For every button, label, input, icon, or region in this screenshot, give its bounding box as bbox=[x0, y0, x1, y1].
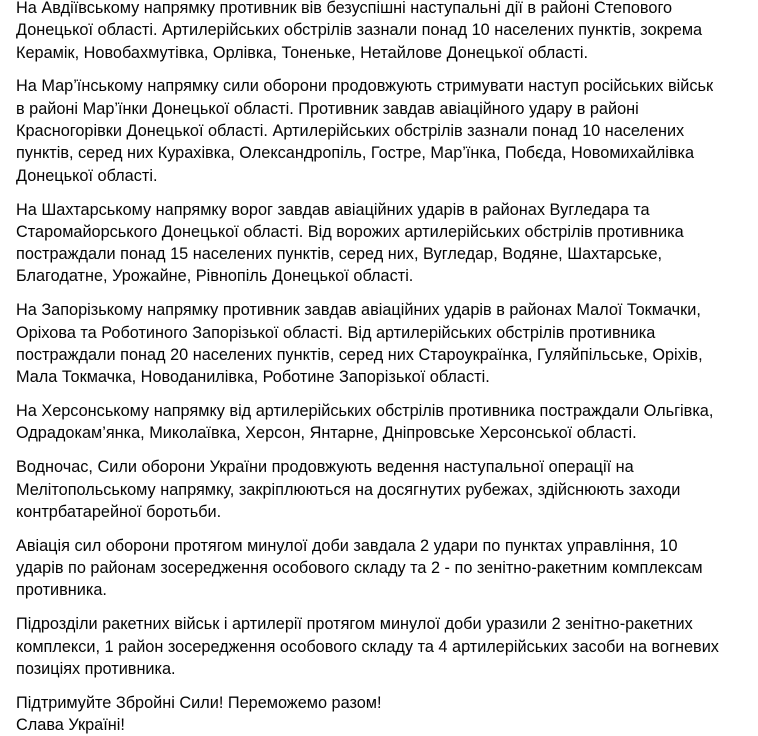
text-line: ударів по районам зосередження особового складу та 2 - по зенітно-ракетним комплексам bbox=[16, 559, 703, 578]
paragraph-shakhtarske bbox=[16, 199, 746, 288]
text-line: Орiхова та Роботиного Запорізької області. Від артилерійських обстрілів противника bbox=[16, 323, 656, 342]
text-line: пунктів, серед них Курахівка, Олександропіль, Гостре, Мар’їнка, Побєда, Новомихайлівка bbox=[16, 144, 695, 163]
paragraph-zaporizhzhia bbox=[16, 299, 746, 388]
text-line: противника. bbox=[16, 581, 107, 600]
text-line: позиціях противника. bbox=[16, 659, 176, 678]
paragraph-aviation bbox=[16, 535, 746, 602]
text-line: На Мар’їнському напрямку сили оборони продовжують стримувати наступ російських військ bbox=[16, 77, 714, 96]
text-line: Водночас, Сили оборони України продовжують ведення наступальної операції на bbox=[16, 458, 634, 477]
paragraph-avdiivka bbox=[16, 0, 746, 64]
text-line: На Авдіївському напрямку противник вів безуспішні наступальні дії в районі Степового bbox=[16, 0, 673, 17]
text-line: Донецької області. bbox=[16, 166, 158, 185]
paragraph-closing bbox=[16, 692, 746, 736]
text-line: постраждали понад 15 населених пунктів, серед них, Вугледар, Водяне, Шахтарське, bbox=[16, 245, 663, 264]
text-line: контрбатарейної боротьби. bbox=[16, 502, 222, 521]
text-line: Красногорівки Донецької області. Артилерійських обстрілів зазнали понад 10 населених bbox=[16, 122, 685, 141]
text-line: Підтримуйте Збройні Сили! Переможемо разом! bbox=[16, 693, 382, 712]
text-line: На Херсонському напрямку від артилерійських обстрілів противника постраждали Ольгівка, bbox=[16, 402, 714, 421]
text-line: Мелітопольському напрямку, закріплюються на досягнутих рубежах, здійснюють заходи bbox=[16, 480, 681, 499]
text-line: На Шахтарському напрямку ворог завдав авіаційних ударів в районах Вугледара та bbox=[16, 200, 650, 219]
text-line: постраждали понад 20 населених пунктів, серед них Староукраїнка, Гуляйпільське, Оріхів, bbox=[16, 345, 703, 364]
paragraph-melitopol bbox=[16, 456, 746, 523]
text-line: Керамік, Новобахмутівка, Орлівка, Тоненьке, Нетайлове Донецької області. bbox=[16, 43, 589, 62]
paragraph-kherson bbox=[16, 400, 746, 445]
text-line: Благодатне, Урожайне, Рівнопіль Донецької області. bbox=[16, 267, 414, 286]
text-line: в районі Мар’їнки Донецької області. Противник завдав авіаційного удару в районі bbox=[16, 99, 639, 118]
text-line: Старомайорського Донецької області. Від ворожих артилерійських обстрілів противника bbox=[16, 222, 684, 241]
text-line: На Запорізькому напрямку противник завдав авіаційних ударів в районах Малої Токмачки, bbox=[16, 301, 701, 320]
text-line: Підрозділи ракетних військ і артилерії протягом минулої доби уразили 2 зенітно-ракетних bbox=[16, 615, 693, 634]
paragraph-marinka bbox=[16, 75, 746, 186]
text-line: Авіація сил оборони протягом минулої доби завдала 2 удари по пунктах управління, 10 bbox=[16, 536, 678, 555]
text-line: Одрадокам’янка, Миколаївка, Херсон, Янтарне, Дніпровське Херсонської області. bbox=[16, 424, 637, 443]
text-line: Мала Токмачка, Новоданилівка, Роботине Запорізької області. bbox=[16, 368, 490, 387]
text-line: Донецької області. Артилерійських обстрілів зазнали понад 10 населених пунктів, зокрема bbox=[16, 21, 703, 40]
text-line: Слава Україні! bbox=[16, 716, 125, 735]
text-line: комплекси, 1 район зосередження особового складу та 4 артилерійських засоби на вогневих bbox=[16, 637, 719, 656]
paragraph-artillery bbox=[16, 613, 746, 680]
